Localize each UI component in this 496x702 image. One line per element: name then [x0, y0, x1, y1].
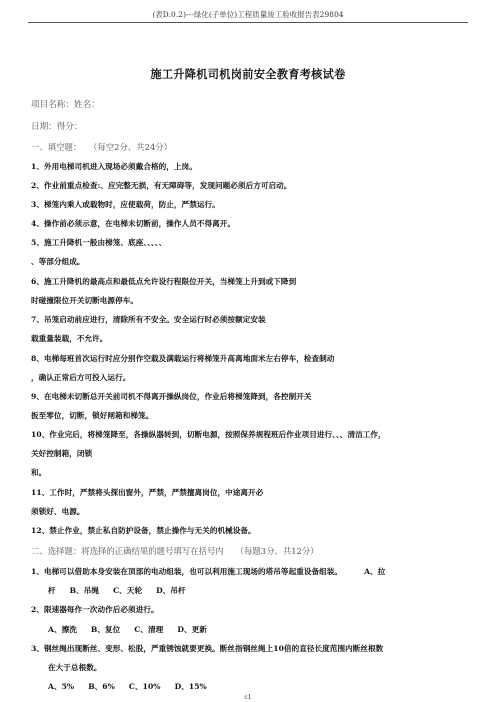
choice-option-b: B、吊绳: [69, 586, 100, 595]
page-header: (表D.0.2)---绿化(子单位)工程质量竣工验收报告表29804: [152, 10, 344, 19]
choice-option-a: A、拉: [364, 567, 386, 576]
fill-question: 扳至零位，切断，锁好闸箱和梯笼。: [31, 411, 154, 420]
fill-question: 6、施工升降机的最高点和最低点允许设行程限位开关，当梯笼上升到或下降到: [31, 277, 297, 286]
choice-question-2-options: [48, 624, 221, 635]
document-title: 施工升降机司机岗前安全教育考核试卷: [150, 67, 346, 81]
meta-project-name: 项目名称：姓名：: [31, 100, 100, 110]
choice-option: B、复位: [90, 625, 121, 634]
choice-question-1: [31, 566, 385, 577]
fill-question: 5、施工升降机一般由梯笼、底座、、、、、: [31, 238, 167, 247]
choice-option-c: C、天轮: [113, 586, 143, 595]
section-fill-in-heading: [31, 141, 172, 153]
fill-question: 1、外用电梯司机进入现场必须戴合格的，上岗。: [31, 162, 197, 171]
choice-question-2: 2、限速器每作一次动作后必须进行。: [31, 605, 159, 614]
fill-question: 10、作业完后，将梯笼降至，各操纵器转到，切断电源，按照保养规程班后作业项目进行、、、清洁工作，: [31, 430, 386, 439]
fill-question: ，确认正常后方可投入运行。: [31, 373, 131, 382]
page-footer: c1: [244, 694, 252, 701]
section-choice-label: 二、选择题：将选择的正确结果的题号填写在括号内: [31, 546, 224, 556]
fill-question: 、等部分组成。: [31, 257, 85, 266]
choice-question-3: 3、钢丝绳出现断丝、变形、松股，严重锈蚀就要更换。断丝指钢丝绳上10倍的直径长度范围内断丝根数: [31, 644, 384, 653]
fill-question: 载重量装载，不允许。: [31, 334, 108, 343]
fill-question: 和。: [31, 468, 47, 477]
fill-question: 12、禁止作业，禁止私自防护设备，禁止操作与无关的机械设备。: [31, 526, 256, 535]
header-divider: [28, 22, 468, 23]
meta-date-score: 日期：得分：: [31, 122, 83, 132]
fill-question: 8、电梯每班首次运行时应分别作空载及满载运行将梯笼升高离地面米左右停车，检查制动: [31, 354, 335, 363]
section-choice-note: （每题3分、共12分）: [235, 546, 319, 556]
fill-question: 4、操作前必须示意，在电梯未切断前，操作人员不得离开。: [31, 219, 236, 228]
choice-option-a-cont: 杆: [48, 586, 56, 595]
section-choice-heading: [31, 545, 319, 557]
section-fill-in-note: （每空2分、共24分）: [93, 142, 173, 152]
choice-option: D、15%: [174, 682, 207, 691]
fill-question: 时碰撞限位开关切断电源停车。: [31, 296, 139, 305]
fill-question: 须锁好、电源。: [31, 507, 85, 516]
fill-question: 11、工作时，严禁将头探出窗外，严禁，严禁擅离岗位，中途离开必: [31, 488, 264, 497]
section-fill-in-label: 一、填空题：: [31, 142, 82, 152]
fill-question: 9、在电梯未切断总开关前司机不得离开操纵岗位，作业后将梯笼降到，各控制开关: [31, 392, 312, 401]
choice-option: B、6%: [88, 682, 115, 691]
fill-question: 7、吊笼启动前应进行，清除所有不安全。安全运行时必须按额定安装: [31, 315, 266, 324]
choice-question-1-options: [48, 585, 200, 596]
choice-question-3-cont: 在大于总根数。: [48, 663, 102, 672]
choice-question-3-options: [48, 681, 221, 692]
choice-option-d: D、吊杆: [156, 586, 186, 595]
fill-question: 3、梯笼内乘人或载物时，应使载荷，防止，严禁运行。: [31, 200, 220, 209]
fill-question: 2、作业前重点检查:、应完整无损，有无障碍等，发现问题必须后方可启动。: [31, 181, 292, 190]
choice-question-1-text: 1、电梯可以借助本身安装在顶部的电动组装，也可以利用施工现场的塔吊等起重设备组装。: [31, 567, 343, 576]
choice-option: D、更新: [177, 625, 207, 634]
choice-option: C、清理: [134, 625, 164, 634]
fill-question: 关好控制箱，闭锁: [31, 449, 93, 458]
choice-option: A、擦洗: [48, 625, 77, 634]
choice-option: A、5%: [48, 682, 75, 691]
choice-option: C、10%: [128, 682, 161, 691]
